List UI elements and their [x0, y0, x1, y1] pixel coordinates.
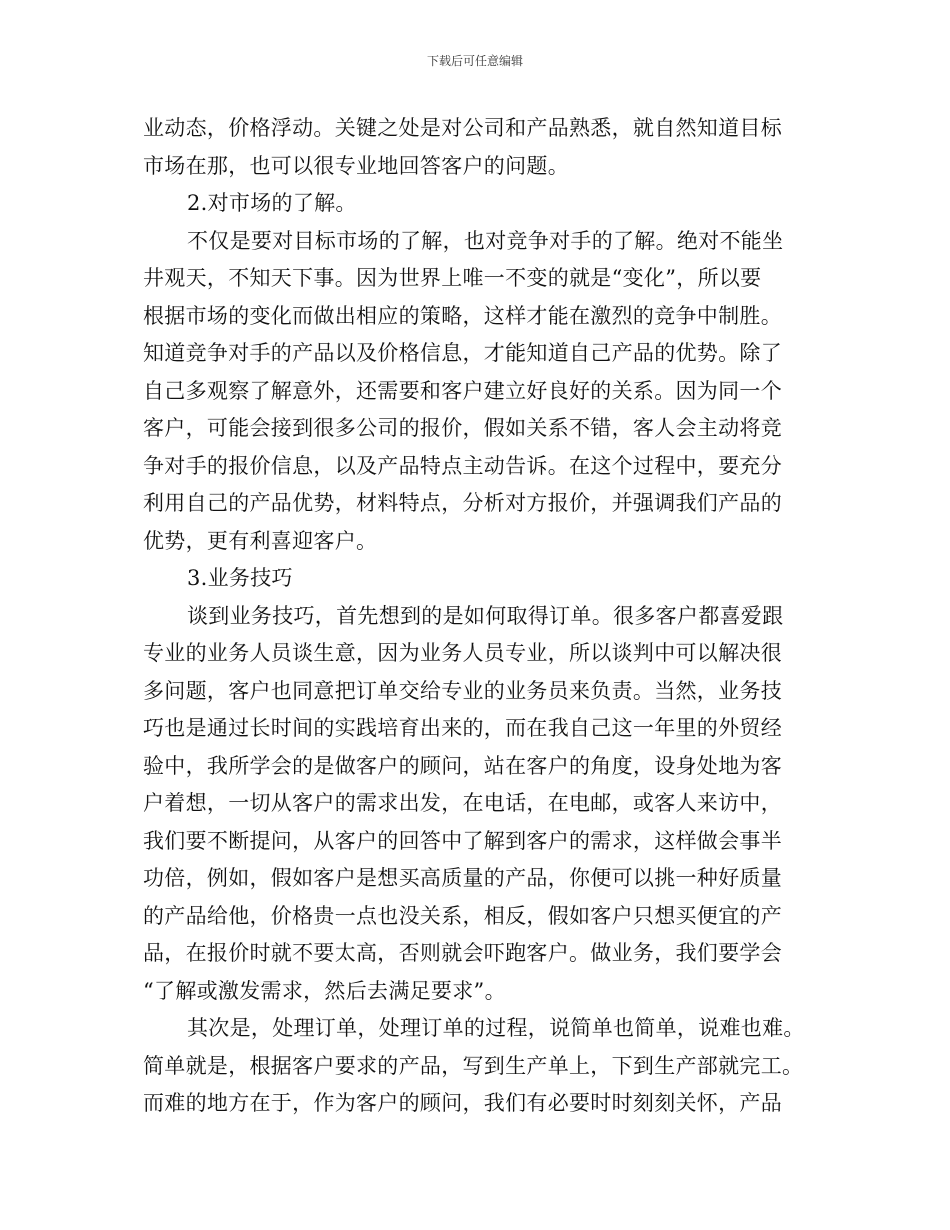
text-line: 品，在报价时就不要太高，否则就会吓跑客户。做业务，我们要学会 [143, 941, 782, 965]
text-line: 知道竞争对手的产品以及价格信息，才能知道自己产品的优势。除了 [143, 341, 782, 365]
text-line: 的产品给他，价格贵一点也没关系，相反，假如客户只想买便宜的产 [143, 903, 782, 928]
text-line: 简单就是，根据客户要求的产品，写到生产单上，下到生产部就完工。 [143, 1053, 804, 1078]
paragraph-start: 不仅是要对目标市场的了解，也对竞争对手的了解。绝对不能坐 [187, 228, 784, 253]
text-line: 我们要不断提问，从客户的回答中了解到客户的需求，这样做会事半 [143, 828, 782, 853]
text-line: 多问题，客户也同意把订单交给专业的业务员来负责。当然，业务技 [143, 678, 782, 703]
text-line: 根据市场的变化而做出相应的策略，这样才能在激烈的竞争中制胜。 [143, 303, 782, 328]
page-header: 下载后可任意编辑 [426, 54, 523, 68]
text-line: 市场在那，也可以很专业地回答客户的问题。 [143, 153, 569, 178]
text-line: 业动态，价格浮动。关键之处是对公司和产品熟悉，就自然知道目标 [143, 116, 782, 140]
paragraph-start: 谈到业务技巧，首先想到的是如何取得订单。很多客户都喜爱跟 [187, 603, 784, 628]
text-line: 功倍，例如，假如客户是想买高质量的产品，你便可以挑一种好质量 [143, 866, 782, 890]
text-line: 巧也是通过长时间的实践培育出来的，而在我自己这一年里的外贸经 [143, 716, 782, 740]
text-line: 争对手的报价信息，以及产品特点主动告诉。在这个过程中，要充分 [143, 453, 782, 478]
text-line: 井观天，不知天下事。因为世界上唯一不变的就是“变化”，所以要 [143, 266, 762, 290]
section-heading-skills: 3.业务技巧 [187, 566, 293, 590]
text-line: 而难的地方在于，作为客户的顾问，我们有必要时时刻刻关怀，产品 [143, 1091, 782, 1115]
text-line: 专业的业务人员谈生意，因为业务人员专业，所以谈判中可以解决很 [143, 641, 782, 665]
paragraph-start: 其次是，处理订单，处理订单的过程，说简单也简单，说难也难。 [187, 1016, 805, 1040]
text-line: 自己多观察了解意外，还需要和客户建立好良好的关系。因为同一个 [143, 378, 782, 403]
text-line: 验中，我所学会的是做客户的顾问，站在客户的角度，设身处地为客 [143, 753, 782, 778]
text-line: 优势，更有利喜迎客户。 [143, 528, 378, 553]
text-line: “了解或激发需求，然后去满足要求”。 [143, 978, 506, 1003]
document-body [143, 110, 823, 1123]
text-line: 户着想，一切从客户的需求出发，在电话，在电邮，或客人来访中， [143, 791, 782, 815]
text-line: 利用自己的产品优势，材料特点，分析对方报价，并强调我们产品的 [143, 491, 782, 515]
text-line: 客户，可能会接到很多公司的报价，假如关系不错，客人会主动将竞 [143, 416, 782, 440]
section-heading-market: 2.对市场的了解。 [187, 191, 357, 215]
